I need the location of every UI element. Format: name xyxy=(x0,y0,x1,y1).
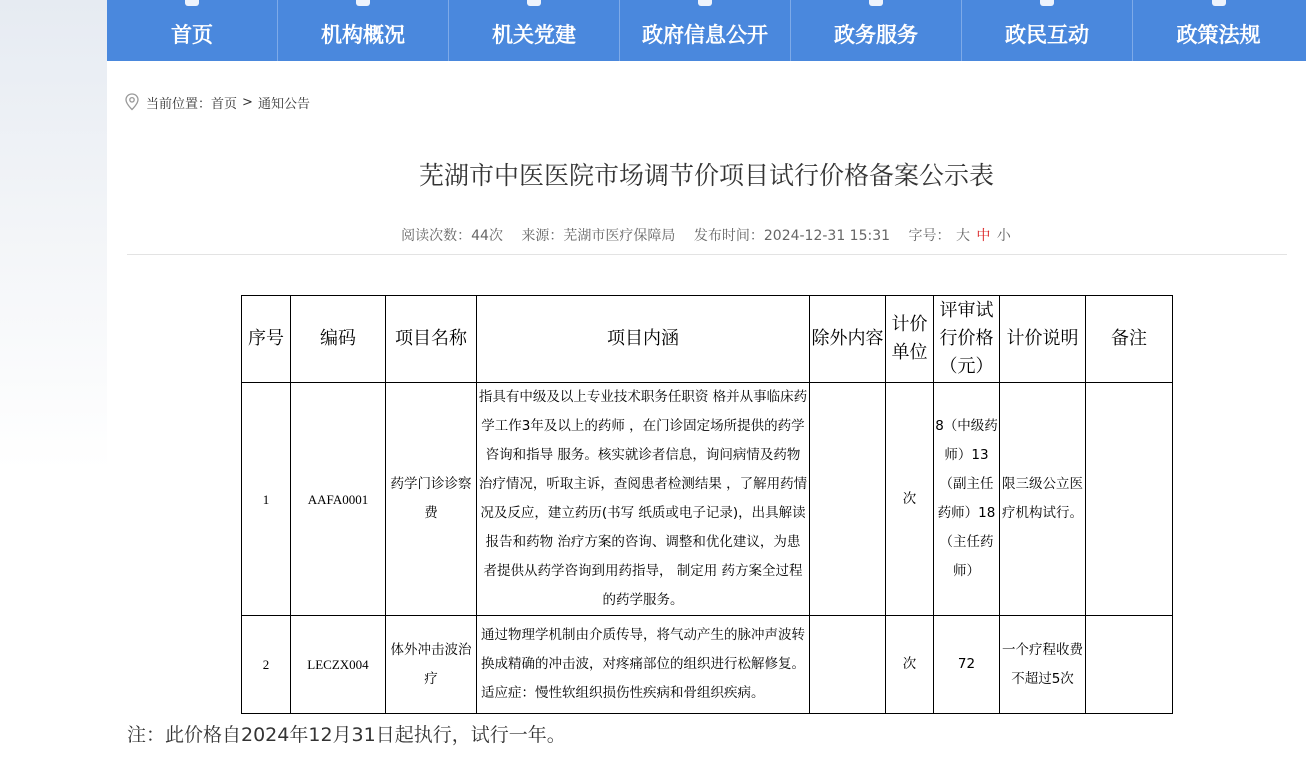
nav-item-info-disclosure[interactable] xyxy=(620,0,791,61)
nav-item-policies[interactable] xyxy=(1133,0,1304,61)
font-size-medium-button[interactable]: 中 xyxy=(976,228,991,244)
nav-item-label: 政府信息公开 xyxy=(642,23,768,47)
header-code: 编码 xyxy=(291,296,386,383)
font-size-large-button[interactable]: 大 xyxy=(955,228,970,244)
nav-item-party-building[interactable] xyxy=(449,0,620,61)
book-icon xyxy=(1212,0,1226,6)
service-icon xyxy=(869,0,883,6)
cell-idx: 1 xyxy=(242,383,291,616)
breadcrumb-prefix: 当前位置： xyxy=(146,96,212,112)
header-exclude: 除外内容 xyxy=(810,296,886,383)
page-title: 芜湖市中医医院市场调节价项目试行价格备案公示表 xyxy=(418,161,994,190)
table-row xyxy=(242,383,1173,616)
cell-exclude xyxy=(810,616,886,714)
main-nav xyxy=(107,0,1306,61)
cell-name: 体外冲击波治疗 xyxy=(386,616,477,714)
table-header-row xyxy=(242,296,1173,383)
header-content: 项目内涵 xyxy=(477,296,810,383)
building-icon xyxy=(356,0,370,6)
header-price: 评审试行价格（元） xyxy=(934,296,1000,383)
cell-name: 药学门诊诊察费 xyxy=(386,383,477,616)
nav-item-home[interactable] xyxy=(107,0,278,61)
home-icon xyxy=(185,0,199,6)
document-icon xyxy=(698,0,712,6)
nav-item-label: 政务服务 xyxy=(834,23,918,47)
nav-item-label: 政策法规 xyxy=(1176,23,1261,47)
cell-exclude xyxy=(810,383,886,616)
cell-unit: 次 xyxy=(886,616,934,714)
font-size-control xyxy=(909,228,1012,244)
table-row xyxy=(242,616,1173,714)
cell-unit: 次 xyxy=(886,383,934,616)
flag-icon xyxy=(527,0,541,6)
header-unit: 计价单位 xyxy=(886,296,934,383)
cell-price: 8（中级药师）13（副主任药师）18（主任药师） xyxy=(934,383,1000,616)
font-size-small-button[interactable]: 小 xyxy=(996,228,1011,244)
breadcrumb-separator: > xyxy=(242,94,253,110)
font-size-label: 字号： xyxy=(908,228,951,244)
nav-item-label: 首页 xyxy=(171,23,213,47)
view-count: 阅读次数：44次 xyxy=(401,228,503,244)
nav-item-org-overview[interactable] xyxy=(278,0,449,61)
cell-idx: 2 xyxy=(242,616,291,714)
cell-code: LECZX004 xyxy=(291,616,386,714)
cell-desc: 一个疗程收费不超过5次 xyxy=(1000,616,1086,714)
breadcrumb-current-link[interactable]: 通知公告 xyxy=(257,96,310,112)
nav-item-interaction[interactable] xyxy=(962,0,1133,61)
left-gutter xyxy=(0,0,107,784)
header-name: 项目名称 xyxy=(386,296,477,383)
breadcrumb-home-link[interactable]: 首页 xyxy=(211,96,238,112)
price-note: 注：此价格自2024年12月31日起执行，试行一年。 xyxy=(127,724,566,746)
cell-price: 72 xyxy=(934,616,1000,714)
nav-item-label: 机构概况 xyxy=(321,23,405,47)
meta-divider xyxy=(127,254,1287,255)
location-pin-icon xyxy=(124,93,140,111)
article-meta xyxy=(107,225,1306,245)
cell-content: 指具有中级及以上专业技术职务任职资 格并从事临床药学工作3年及以上的药师 ，在门诊固定场所提供的药学咨询和指导 服务。核实就诊者信息，询问病情及药物 治疗情况，听取主诉，查阅患者检测结果 ，了解用药情况及反应，建立药历(书写 纸质或电子记录)，出具解读报告和药物 治疗方案的咨询、调整和优化建议，为患 者提供从药学咨询到用药指导， 制定用 药方案全过程的药学服务。 xyxy=(477,383,810,616)
cell-content: 通过物理学机制由介质传导，将气动产生的脉冲声波转换成精确的冲击波，对疼痛部位的组织进行松解修复。适应症：慢性软组织损伤性疾病和骨组织疾病。 xyxy=(477,616,810,714)
nav-item-label: 政民互动 xyxy=(1005,23,1089,47)
cell-desc: 限三级公立医疗机构试行。 xyxy=(1000,383,1086,616)
cell-remark xyxy=(1086,383,1173,616)
price-table xyxy=(241,295,1173,714)
header-desc: 计价说明 xyxy=(1000,296,1086,383)
nav-item-gov-services[interactable] xyxy=(791,0,962,61)
article-source: 来源：芜湖市医疗保障局 xyxy=(521,228,676,244)
nav-item-label: 机关党建 xyxy=(492,23,576,47)
publish-time: 发布时间：2024-12-31 15:31 xyxy=(693,228,891,244)
header-remark: 备注 xyxy=(1086,296,1173,383)
cell-remark xyxy=(1086,616,1173,714)
breadcrumb xyxy=(124,92,310,112)
chat-icon xyxy=(1040,0,1054,6)
cell-code: AAFA0001 xyxy=(291,383,386,616)
header-idx: 序号 xyxy=(242,296,291,383)
